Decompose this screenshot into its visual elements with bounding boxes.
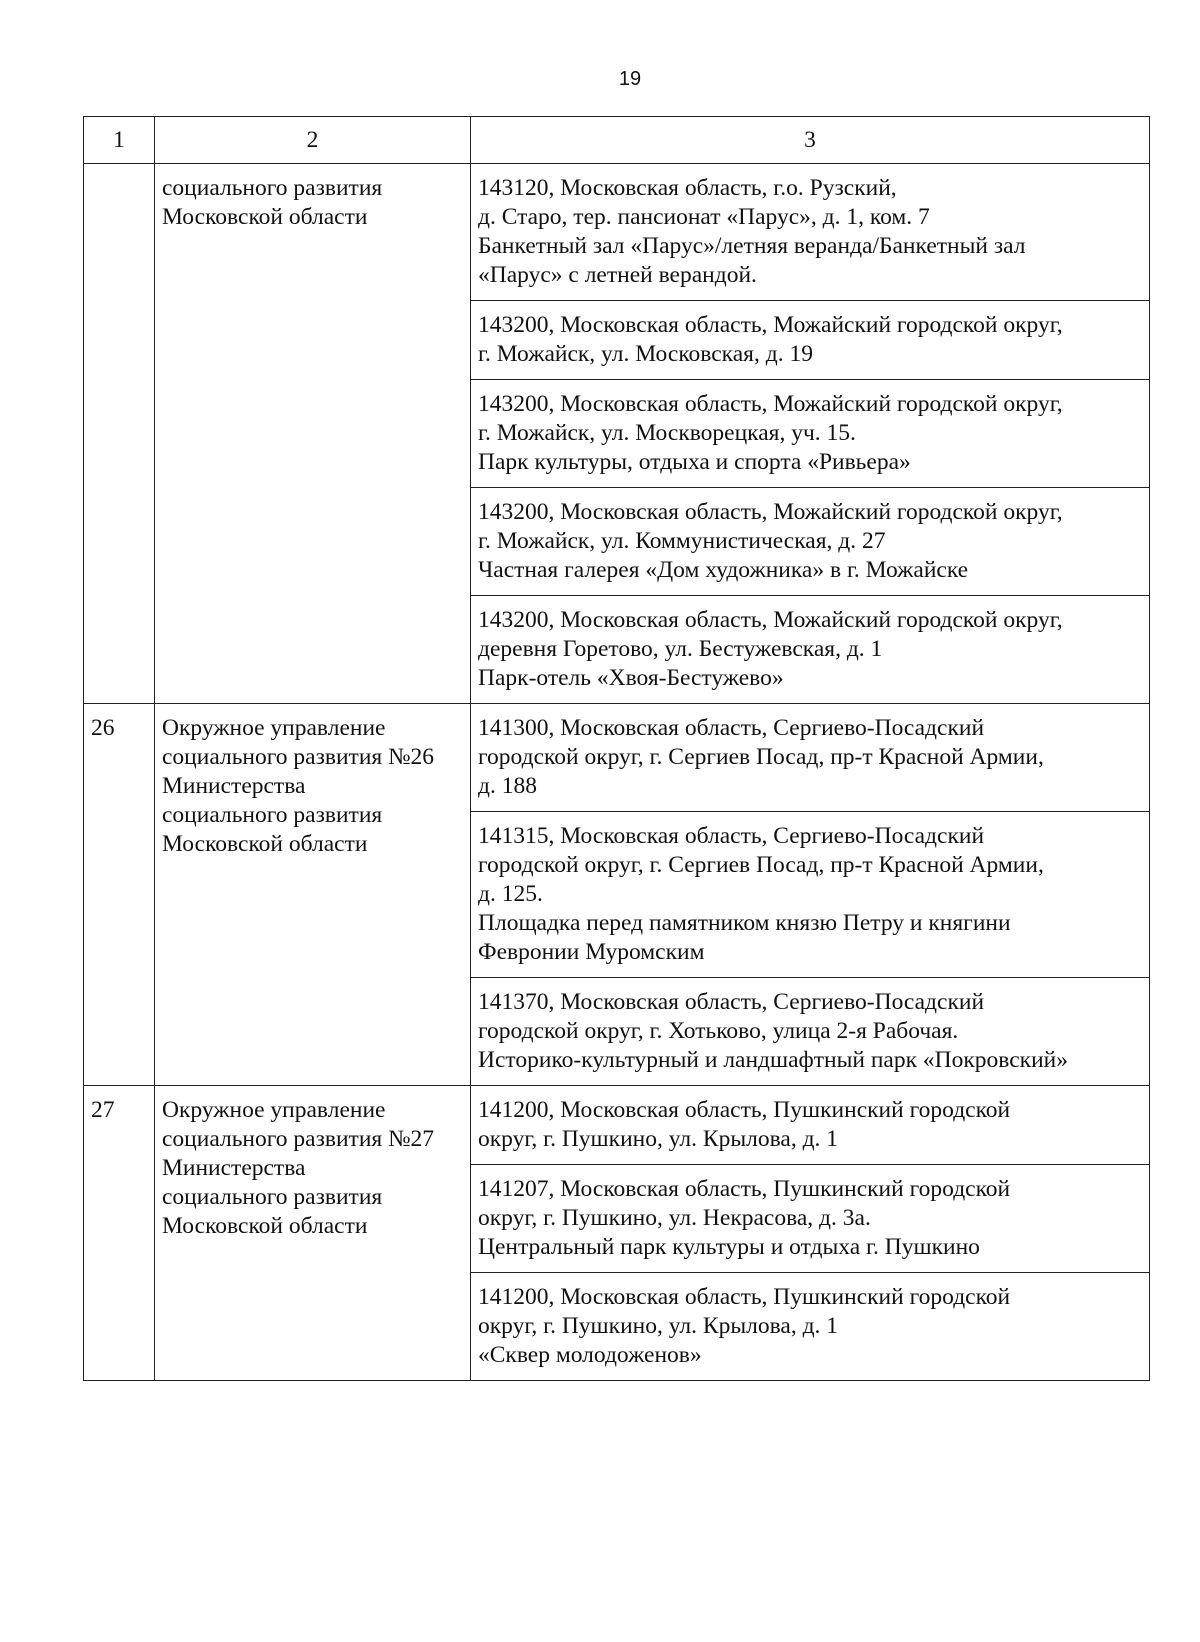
group-number-cell: 27 xyxy=(84,1086,155,1381)
address-cell xyxy=(471,1086,1150,1165)
organization-line: Окружное управление xyxy=(162,715,386,741)
address-line: 143120, Московская область, г.о. Рузский, xyxy=(478,175,897,201)
address-line: округ, г. Пушкино, ул. Крылова, д. 1 xyxy=(478,1126,839,1152)
organization-line: Министерства xyxy=(162,773,306,799)
address-line: г. Можайск, ул. Москворецкая, уч. 15. xyxy=(478,420,856,446)
organization-line: Московской области xyxy=(162,1213,368,1239)
address-line: деревня Горетово, ул. Бестужевская, д. 1 xyxy=(478,636,883,662)
address-line: Историко-культурный и ландшафтный парк «Покровский» xyxy=(478,1047,1068,1073)
address-line: «Парус» с летней верандой. xyxy=(478,262,757,288)
page-number: 19 xyxy=(618,68,642,90)
address-line: г. Можайск, ул. Коммунистическая, д. 27 xyxy=(478,528,886,554)
address-cell xyxy=(471,301,1150,380)
organization-line: Окружное управление xyxy=(162,1097,386,1123)
address-line: Февронии Муромским xyxy=(478,939,705,965)
address-line: 141300, Московская область, Сергиево-Посадский xyxy=(478,715,985,741)
organization-line: Министерства xyxy=(162,1155,306,1181)
address-cell xyxy=(471,704,1150,812)
address-line: «Сквер молодоженов» xyxy=(478,1342,702,1368)
column-header-3: 3 xyxy=(471,117,1150,164)
address-cell xyxy=(471,488,1150,596)
table-header-row xyxy=(84,117,1150,164)
organization-cell xyxy=(155,164,471,704)
column-header-2: 2 xyxy=(155,117,471,164)
organization-line: социального развития xyxy=(162,1184,383,1210)
column-header-1: 1 xyxy=(84,117,155,164)
address-line: округ, г. Пушкино, ул. Некрасова, д. 3а. xyxy=(478,1205,871,1231)
organization-cell xyxy=(155,1086,471,1381)
address-line: г. Можайск, ул. Московская, д. 19 xyxy=(478,341,813,367)
group-number-cell xyxy=(84,164,155,704)
organization-line: Московской области xyxy=(162,204,368,230)
address-line: 141200, Московская область, Пушкинский городской xyxy=(478,1097,1011,1123)
address-cell xyxy=(471,978,1150,1086)
organization-line: социального развития xyxy=(162,802,383,828)
organization-line: социального развития №26 xyxy=(162,744,435,770)
address-cell xyxy=(471,596,1150,704)
address-line: Парк-отель «Хвоя-Бестужево» xyxy=(478,665,784,691)
address-line: округ, г. Пушкино, ул. Крылова, д. 1 xyxy=(478,1313,839,1339)
organization-line: социального развития xyxy=(162,175,383,201)
address-line: Частная галерея «Дом художника» в г. Можайске xyxy=(478,557,969,583)
address-line: 141370, Московская область, Сергиево-Посадский xyxy=(478,989,985,1015)
address-line: Парк культуры, отдыха и спорта «Ривьера» xyxy=(478,449,911,475)
address-line: 143200, Московская область, Можайский городской округ, xyxy=(478,607,1063,633)
events-table xyxy=(83,116,1150,1381)
address-cell xyxy=(471,1165,1150,1273)
address-line: д. 188 xyxy=(478,773,537,799)
address-line: городской округ, г. Сергиев Посад, пр-т Красной Армии, xyxy=(478,744,1044,770)
table-row xyxy=(84,704,1150,812)
address-line: Банкетный зал «Парус»/летняя веранда/Банкетный зал xyxy=(478,233,1026,259)
address-line: 141315, Московская область, Сергиево-Посадский xyxy=(478,823,985,849)
address-line: городской округ, г. Сергиев Посад, пр-т Красной Армии, xyxy=(478,852,1044,878)
address-line: 141207, Московская область, Пушкинский городской xyxy=(478,1176,1011,1202)
address-cell xyxy=(471,164,1150,301)
table-body xyxy=(84,117,1150,1381)
address-cell xyxy=(471,812,1150,978)
address-line: 143200, Московская область, Можайский городской округ, xyxy=(478,499,1063,525)
organization-line: социального развития №27 xyxy=(162,1126,435,1152)
address-line: Центральный парк культуры и отдыха г. Пушкино xyxy=(478,1234,980,1260)
address-line: 143200, Московская область, Можайский городской округ, xyxy=(478,391,1063,417)
organization-cell xyxy=(155,704,471,1086)
group-number-cell: 26 xyxy=(84,704,155,1086)
address-cell xyxy=(471,1273,1150,1381)
address-cell xyxy=(471,380,1150,488)
table-row xyxy=(84,164,1150,301)
address-line: д. Старо, тер. пансионат «Парус», д. 1, ком. 7 xyxy=(478,204,930,230)
address-line: 143200, Московская область, Можайский городской округ, xyxy=(478,312,1063,338)
table-row xyxy=(84,1086,1150,1165)
address-line: 141200, Московская область, Пушкинский городской xyxy=(478,1284,1011,1310)
address-line: Площадка перед памятником князю Петру и княгини xyxy=(478,910,1011,936)
address-line: д. 125. xyxy=(478,881,543,907)
organization-line: Московской области xyxy=(162,831,368,857)
address-line: городской округ, г. Хотьково, улица 2-я Рабочая. xyxy=(478,1018,959,1044)
